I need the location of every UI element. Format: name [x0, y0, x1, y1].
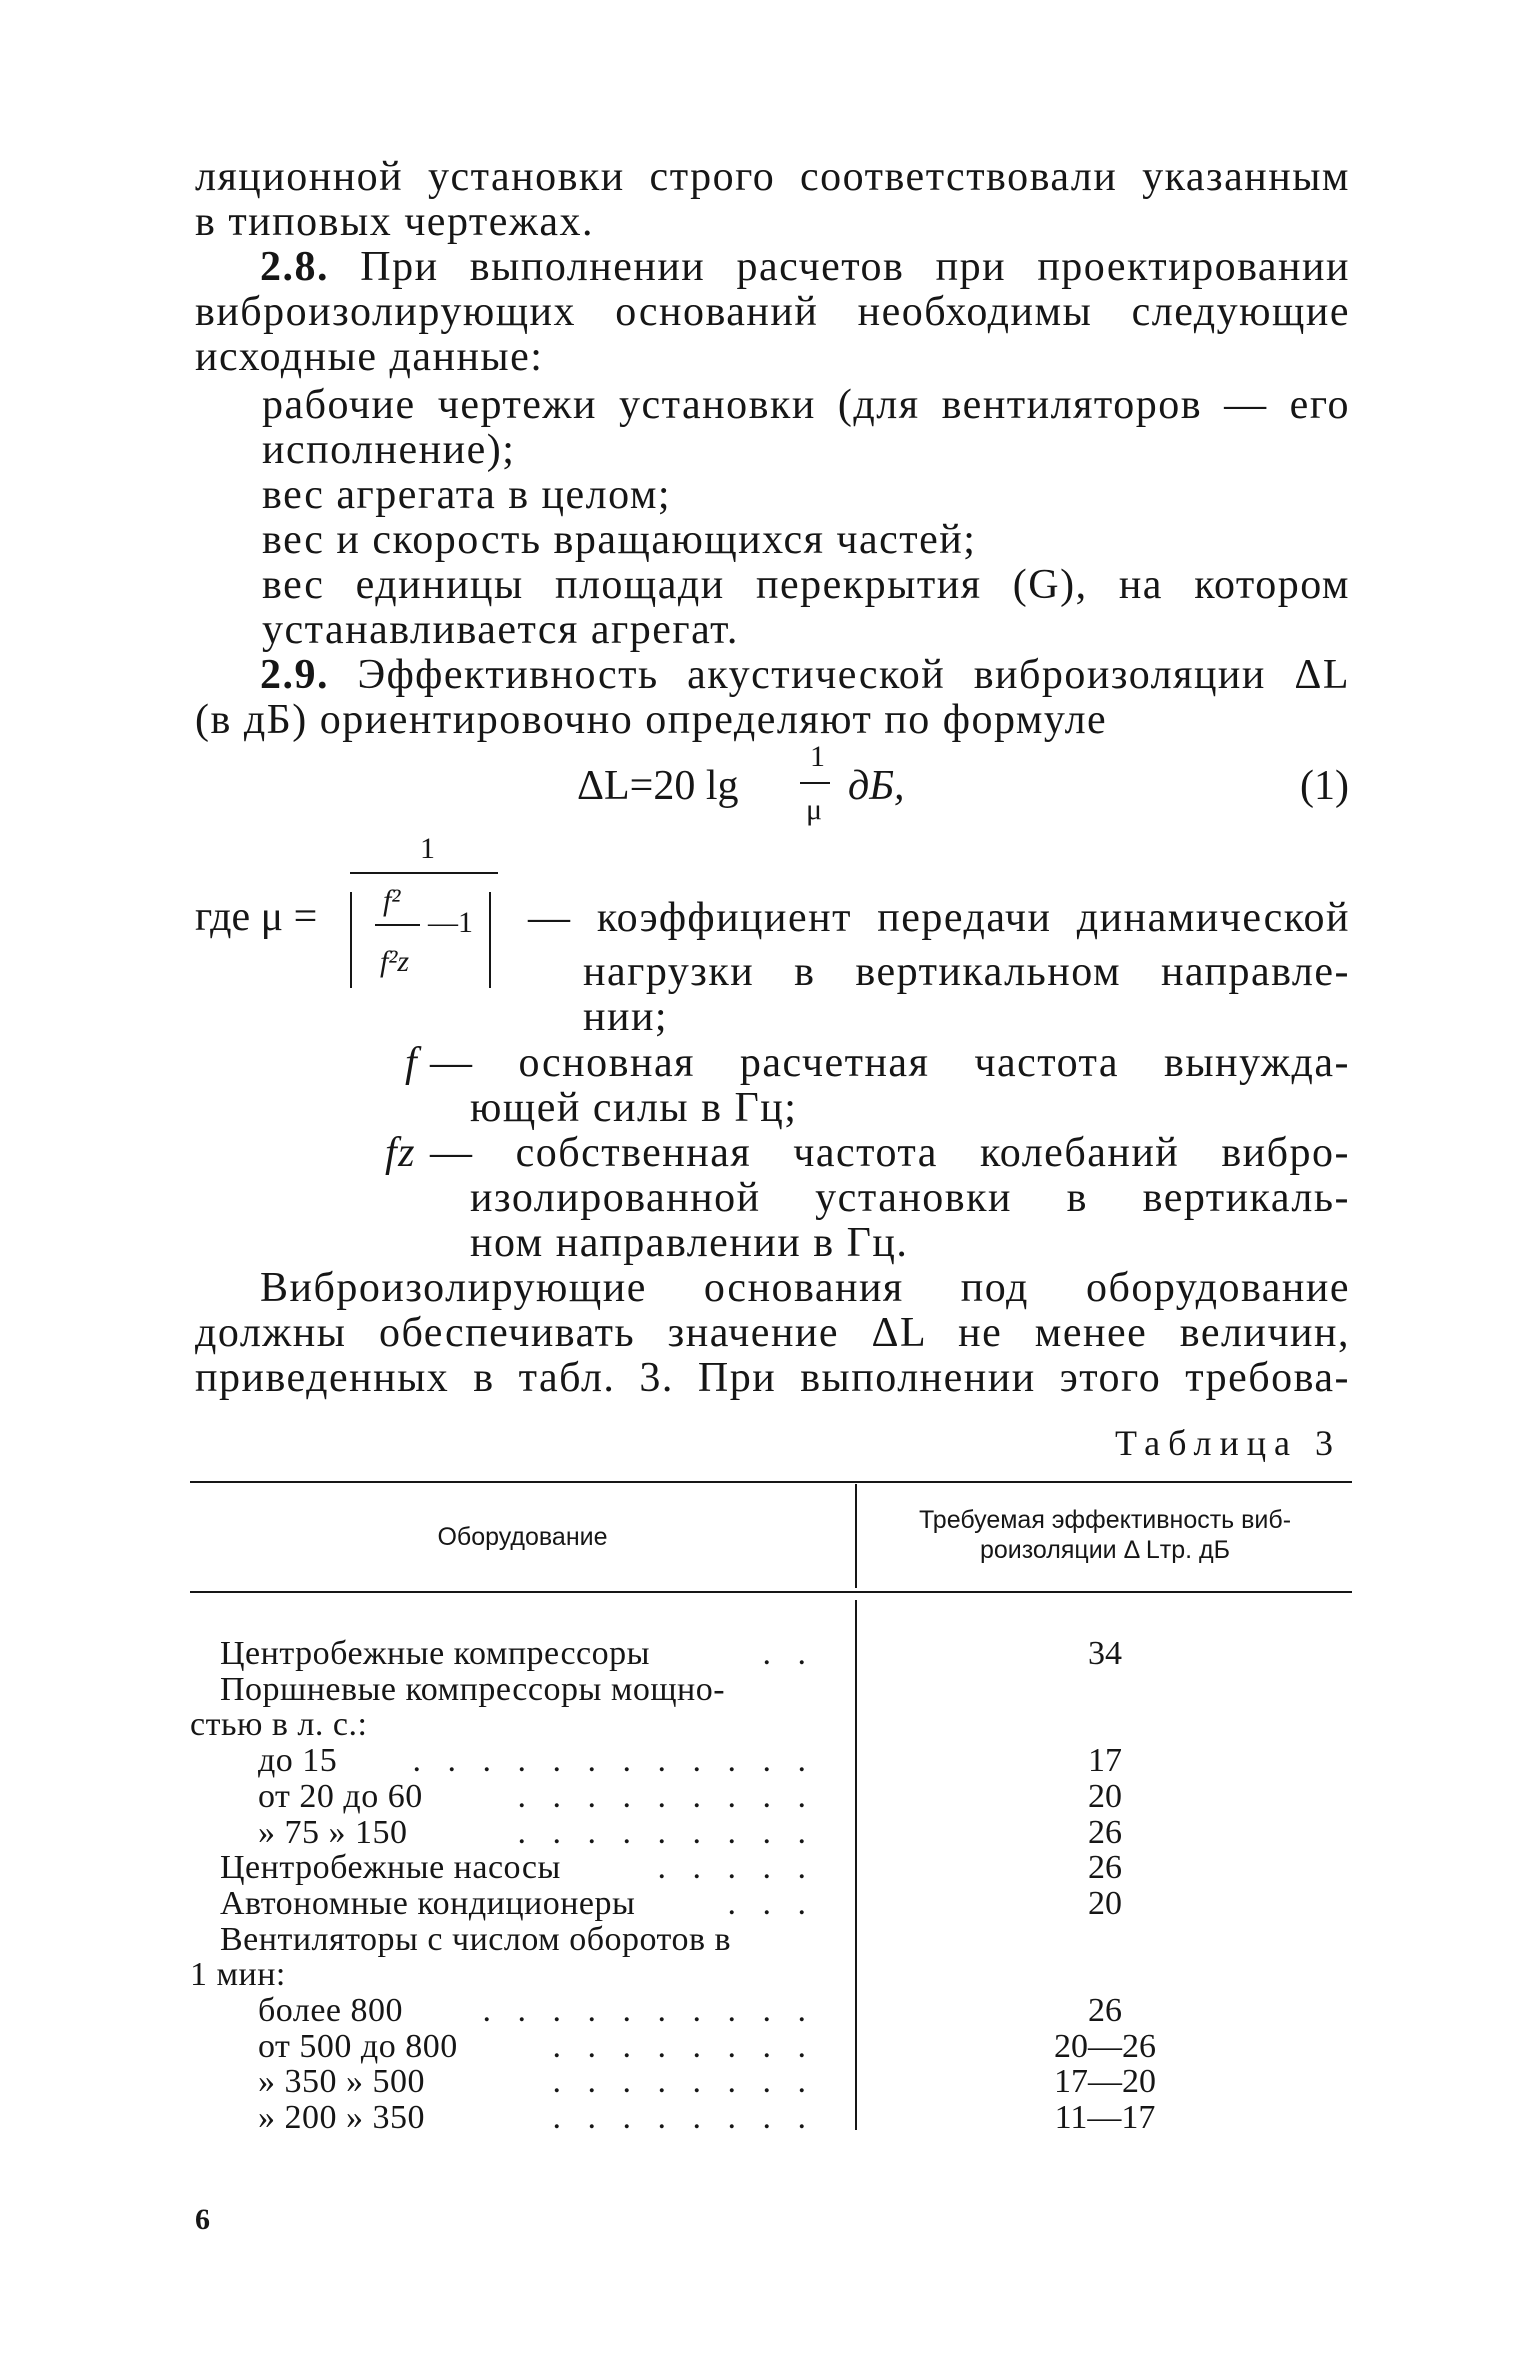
table-row-leader-dots: . . . . . . . .	[552, 2028, 815, 2065]
table-row-leader-dots: . . . . .	[657, 1849, 815, 1886]
section-2-8-number: 2.8.	[260, 244, 329, 290]
section-2-8-line-3: исходные данные:	[195, 334, 544, 380]
table-caption: Таблица 3	[1115, 1423, 1341, 1463]
list-item-drawings: рабочие чертежи установки (для вентиляторов — его	[262, 382, 1350, 428]
table-row-leader-dots: . . . . . . . . .	[517, 1778, 815, 1815]
table-row-label: Вентиляторы с числом оборотов в	[220, 1921, 732, 1958]
table-row-value: 17	[1088, 1742, 1122, 1779]
formula-number: (1)	[1300, 763, 1349, 809]
table-row-value: 20	[1088, 1885, 1122, 1922]
fz-symbol: fz	[385, 1130, 417, 1176]
f-symbol: f	[405, 1040, 419, 1086]
section-2-9-number: 2.9.	[260, 652, 329, 698]
table-row-leader-dots: . . . . . . . . . .	[482, 1992, 815, 2029]
list-item-drawings-cont: исполнение);	[262, 427, 516, 473]
table-header-divider	[855, 1484, 857, 1588]
mu-desc-line-2: нагрузки в вертикальном направле-	[583, 949, 1350, 995]
section-2-9-line-2: (в дБ) ориентировочно определяют по формуле	[195, 697, 1108, 743]
table-row-label: Центробежные насосы	[220, 1849, 561, 1886]
table-row-label: более 800	[258, 1992, 403, 2029]
req-line-2: должны обеспечивать значение ΔL не менее величин,	[195, 1310, 1350, 1356]
table-row-label: » 350 » 500	[258, 2063, 425, 2100]
table-row-value: 26	[1088, 1992, 1122, 2029]
table-row-value: 20—26	[1054, 2028, 1156, 2065]
f-desc-line-1: — основная расчетная частота вынужда-	[430, 1040, 1350, 1086]
req-line-3: приведенных в табл. 3. При выполнении этого требова-	[195, 1355, 1350, 1401]
table-row-label: Центробежные компрессоры	[220, 1635, 650, 1672]
intro-line-2: в типовых чертежах.	[195, 199, 595, 245]
table-row-label: от 20 до 60	[258, 1778, 423, 1815]
fz-desc-line-1: — собственная частота колебаний вибро-	[430, 1130, 1350, 1176]
table-row-label: до 15	[258, 1742, 338, 1779]
mu-desc-line-1: — коэффициент передачи динамической	[528, 895, 1350, 941]
mu-minus-one: —1	[428, 906, 473, 939]
req-line-1: Виброизолирующие основания под оборудование	[260, 1265, 1350, 1311]
table-row-value: 17—20	[1054, 2063, 1156, 2100]
fz-desc-line-2: изолированной установки в вертикаль-	[470, 1175, 1350, 1221]
list-item-weight: вес агрегата в целом;	[262, 472, 672, 518]
mu-abs-left	[350, 892, 352, 988]
section-2-9-text: Эффективность акустической виброизоляции ΔL	[357, 652, 1350, 698]
formula-unit: дБ,	[848, 763, 905, 809]
table-row-value: 26	[1088, 1814, 1122, 1851]
table-row-label: » 200 » 350	[258, 2099, 425, 2136]
table-row-label: 1 мин:	[190, 1956, 286, 1993]
table-row-label: стью в л. с.:	[190, 1706, 368, 1743]
table-top-rule	[190, 1481, 1352, 1483]
table-row-value: 11—17	[1054, 2099, 1156, 2136]
formula-numerator: 1	[810, 740, 825, 773]
table-header-efficiency-line-1: Требуемая эффективность виб-	[918, 1506, 1292, 1534]
table-row-leader-dots: . .	[762, 1635, 815, 1672]
mu-numerator: 1	[420, 832, 435, 865]
section-2-8-line-1	[260, 242, 1350, 292]
mu-abs-right	[489, 892, 491, 988]
table-row-leader-dots: . . . . . . . .	[552, 2099, 815, 2136]
table-row-label: от 500 до 800	[258, 2028, 458, 2065]
formula-fraction-bar	[800, 782, 830, 784]
table-header-rule	[190, 1591, 1352, 1593]
table-row-label: » 75 » 150	[258, 1814, 408, 1851]
mu-where: где μ =	[195, 894, 318, 940]
table-row-value: 26	[1088, 1849, 1122, 1886]
page-number: 6	[195, 2203, 212, 2236]
mu-f-squared: f²	[383, 884, 401, 917]
list-item-floor-weight-cont: устанавливается агрегат.	[262, 607, 739, 653]
mu-inner-bar	[375, 924, 420, 926]
table-header-efficiency-line-2: роизоляции Δ Lтр. дБ	[979, 1536, 1231, 1564]
f-desc-line-2: ющей силы в Гц;	[470, 1085, 798, 1131]
section-2-9-line-1	[260, 650, 1350, 700]
fz-desc-line-3: ном направлении в Гц.	[470, 1220, 909, 1266]
table-row-leader-dots: . . . . . . . . . . . .	[412, 1742, 815, 1779]
table-row-leader-dots: . . .	[727, 1885, 815, 1922]
table-header-equipment: Оборудование	[437, 1523, 608, 1551]
table-row-value: 20	[1088, 1778, 1122, 1815]
mu-fraction-bar	[350, 872, 498, 874]
formula-lhs: ΔL=20 lg	[577, 763, 739, 809]
mu-desc-line-3: нии;	[583, 994, 669, 1040]
intro-line-1: ляционной установки строго соответствовали указанным	[195, 154, 1350, 200]
list-item-floor-weight: вес единицы площади перекрытия (G), на котором	[262, 562, 1350, 608]
table-row-leader-dots: . . . . . . . . .	[517, 1814, 815, 1851]
section-2-8-line-2: виброизолирующих оснований необходимы следующие	[195, 289, 1350, 335]
table-row-value: 34	[1088, 1635, 1122, 1672]
formula-denominator: μ	[806, 793, 823, 826]
table-row-label: Автономные кондиционеры	[220, 1885, 636, 1922]
section-2-8-text: При выполнении расчетов при проектировании	[360, 244, 1350, 290]
table-row-leader-dots: . . . . . . . .	[552, 2063, 815, 2100]
table-header-efficiency	[860, 1505, 1350, 1565]
list-item-rotating-parts: вес и скорость вращающихся частей;	[262, 517, 977, 563]
table-body-divider	[855, 1600, 857, 2130]
table-row-label: Поршневые компрессоры мощно-	[220, 1671, 726, 1708]
mu-fz-squared: f²z	[380, 945, 410, 978]
